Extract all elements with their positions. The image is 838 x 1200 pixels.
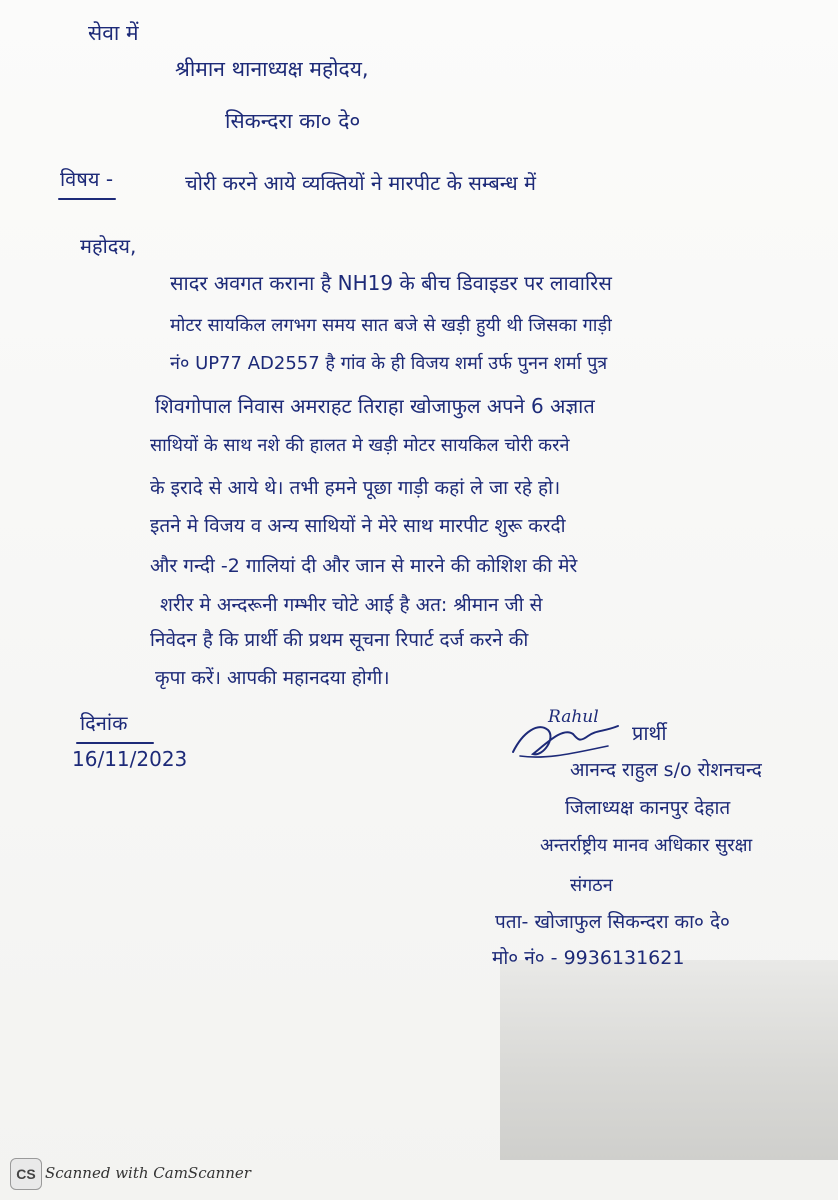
signer-role: प्रार्थी — [632, 721, 667, 745]
subject-text: चोरी करने आये व्यक्तियों ने मारपीट के सम्बन्ध में — [185, 171, 536, 195]
sender-line-4: संगठन — [570, 875, 613, 896]
camscanner-watermark: Scanned with CamScanner — [45, 1164, 251, 1182]
body-line-10: निवेदन है कि प्रार्थी की प्रथम सूचना रिपार्ट दर्ज करने की — [150, 629, 529, 651]
greeting: महोदय, — [80, 234, 137, 258]
body-line-7: इतने मे विजय व अन्य साथियों ने मेरे साथ मारपीट शुरू करदी — [150, 515, 566, 537]
body-line-9: शरीर मे अन्दरूनी गम्भीर चोटे आई है अत: श्रीमान जी से — [160, 594, 543, 616]
recipient-line-1: श्रीमान थानाध्यक्ष महोदय, — [175, 57, 369, 81]
salutation: सेवा में — [88, 21, 139, 45]
mobile-line: मो० नं० - 9936131621 — [492, 947, 685, 969]
body-line-5: साथियों के साथ नशे की हालत मे खड़ी मोटर सायकिल चोरी करने — [150, 435, 570, 456]
body-line-8: और गन्दी -2 गालियां दी और जान से मारने की कोशिश की मेरे — [150, 555, 578, 577]
body-line-6: के इरादे से आये थे। तभी हमने पूछा गाड़ी कहां ले जा रहे हो। — [150, 477, 561, 499]
body-line-1: सादर अवगत कराना है NH19 के बीच डिवाइडर पर लावारिस — [170, 271, 612, 295]
subject-label: विषय - — [60, 167, 114, 191]
camscanner-logo: CS — [10, 1158, 42, 1190]
recipient-line-2: सिकन्दरा का० दे० — [225, 109, 361, 133]
date-value: 16/11/2023 — [72, 747, 188, 771]
date-label-underline — [76, 742, 154, 744]
sender-line-2: जिलाध्यक्ष कानपुर देहात — [565, 797, 731, 819]
address-line: पता- खोजाफुल सिकन्दरा का० दे० — [495, 911, 730, 933]
body-line-11: कृपा करें। आपकी महानदया होगी। — [155, 667, 390, 689]
body-line-4: शिवगोपाल निवास अमराहट तिराहा खोजाफुल अपने 6 अज्ञात — [155, 394, 595, 418]
subject-underline — [58, 198, 116, 200]
body-line-2: मोटर सायकिल लगभग समय सात बजे से खड़ी हुयी थी जिसका गाड़ी — [170, 315, 612, 336]
body-line-3: नं० UP77 AD2557 है गांव के ही विजय शर्मा उर्फ पुनन शर्मा पुत्र — [170, 353, 608, 374]
date-label: दिनांक — [80, 711, 128, 735]
sender-line-1: आनन्द राहुल s/o रोशनचन्द — [570, 759, 762, 781]
photo-shadow — [500, 960, 838, 1160]
sender-line-3: अन्तर्राष्ट्रीय मानव अधिकार सुरक्षा — [540, 835, 753, 856]
signature-text: Rahul — [548, 707, 599, 727]
